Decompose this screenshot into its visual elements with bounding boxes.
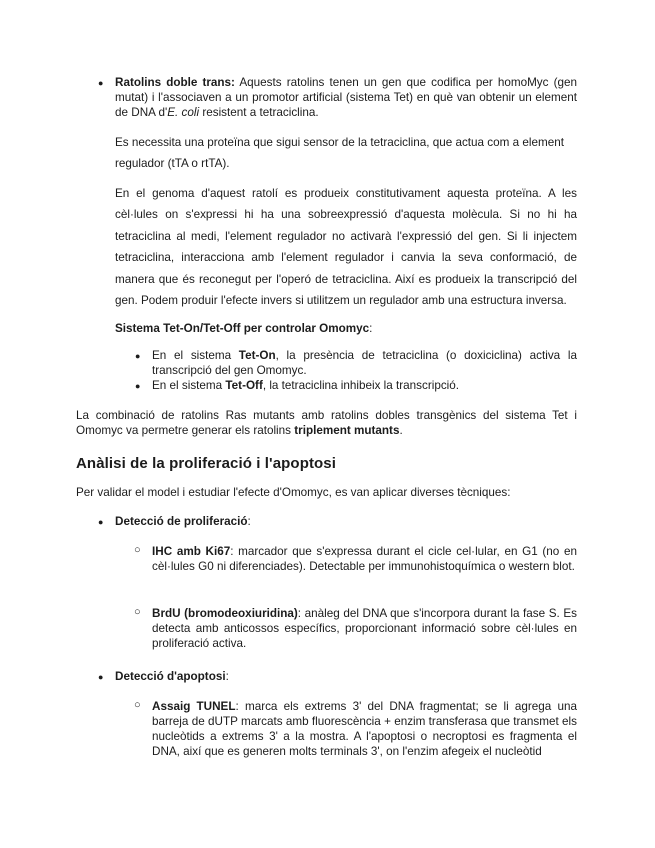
intro-paragraph: Per validar el model i estudiar l'efecte d'Omomyc, es van aplicar diverses tècniques: [76, 486, 511, 499]
bullet-apoptosi: ● [98, 672, 104, 682]
apoptosis-heading: Detecció d'apoptosi: [115, 670, 229, 683]
section-heading: Anàlisi de la proliferació i l'apoptosi [76, 455, 337, 472]
bullet-ratolins: ● [98, 78, 104, 88]
sensor-paragraph: Es necessita una proteïna que sigui sensor de la tetraciclina, que actua com a element regulador (tTA o rtTA). [115, 136, 564, 171]
tet-off-item: En el sistema Tet-Off, la tetraciclina inhibeix la transcripció. [152, 379, 460, 392]
combination-paragraph: La combinació de ratolins Ras mutants amb ratolins dobles transgènics del sistema Tet i Omomyc va permetre generar els ratolins triplement mutants. [76, 409, 577, 437]
ratolins-paragraph: Ratolins doble trans: Aquests ratolins tenen un gen que codifica per homoMyc (gen mutat) i l'associaven a un promotor artificial (sistema Tet) en què van obtenir un element de DNA d'E. coli resistent a tetraciclina. [115, 76, 577, 119]
genome-paragraph: En el genoma d'aquest ratolí es produeix constitutivament aquesta proteïna. A les cèl·lules on s'expressi hi ha una sobreexpressió d'aquesta molècula. Si no hi ha tetraciclina al medi, l'element regulador no activarà l'expressió del gen. Si li injectem tetraciclina, interacciona amb l'element regulador i canvia la seva conformació, de manera que és reconegut per l'operó de tetraciclina. Així es produeix la transcripció del gen. Podem produir l'efecte invers si utilitzem un regulador amb una estructura inversa. [115, 187, 577, 308]
brdu-item: BrdU (bromodeoxiuridina): anàleg del DNA que s'incorpora durant la fase S. Es detecta amb anticossos específics, proporcionant informació sobre cèl·lules en proliferació activa. [152, 607, 577, 650]
tet-on-item: En el sistema Tet-On, la presència de tetraciclina (o doxiciclina) activa la transcripció del gen Omomyc. [152, 349, 577, 377]
tunel-item: Assaig TUNEL: marca els extrems 3' del DNA fragmentat; se li agrega una barreja de dUTP marcats amb fluorescència + enzim transferasa que transmet els nucleòtids a extrems 3' a la mostra. A l'apoptosi o necroptosi es fragmenta el DNA, així que es generen molts terminals 3', on l'enzim afegeix el nucleòtid [152, 700, 577, 758]
ki67-item: IHC amb Ki67: marcador que s'expressa durant el cicle cel·lular, en G1 (no en cèl·lules G0 ni diferenciades). Detectable per immunohistoquímica o western blot. [152, 545, 577, 573]
circle-ki67: ○ [134, 544, 141, 556]
circle-tunel: ○ [134, 699, 141, 711]
tet-system-heading: Sistema Tet-On/Tet-Off per controlar Omomyc: [115, 322, 373, 335]
ecoli-italic: E. coli [167, 106, 200, 119]
bullet-proliferacio: ● [98, 517, 104, 527]
ratolins-label: Ratolins doble trans: [115, 76, 235, 89]
circle-brdu: ○ [134, 606, 141, 618]
bullet-tet-off: ● [135, 381, 141, 391]
proliferation-heading: Detecció de proliferació: [115, 515, 251, 528]
bullet-tet-on: ● [135, 351, 141, 361]
